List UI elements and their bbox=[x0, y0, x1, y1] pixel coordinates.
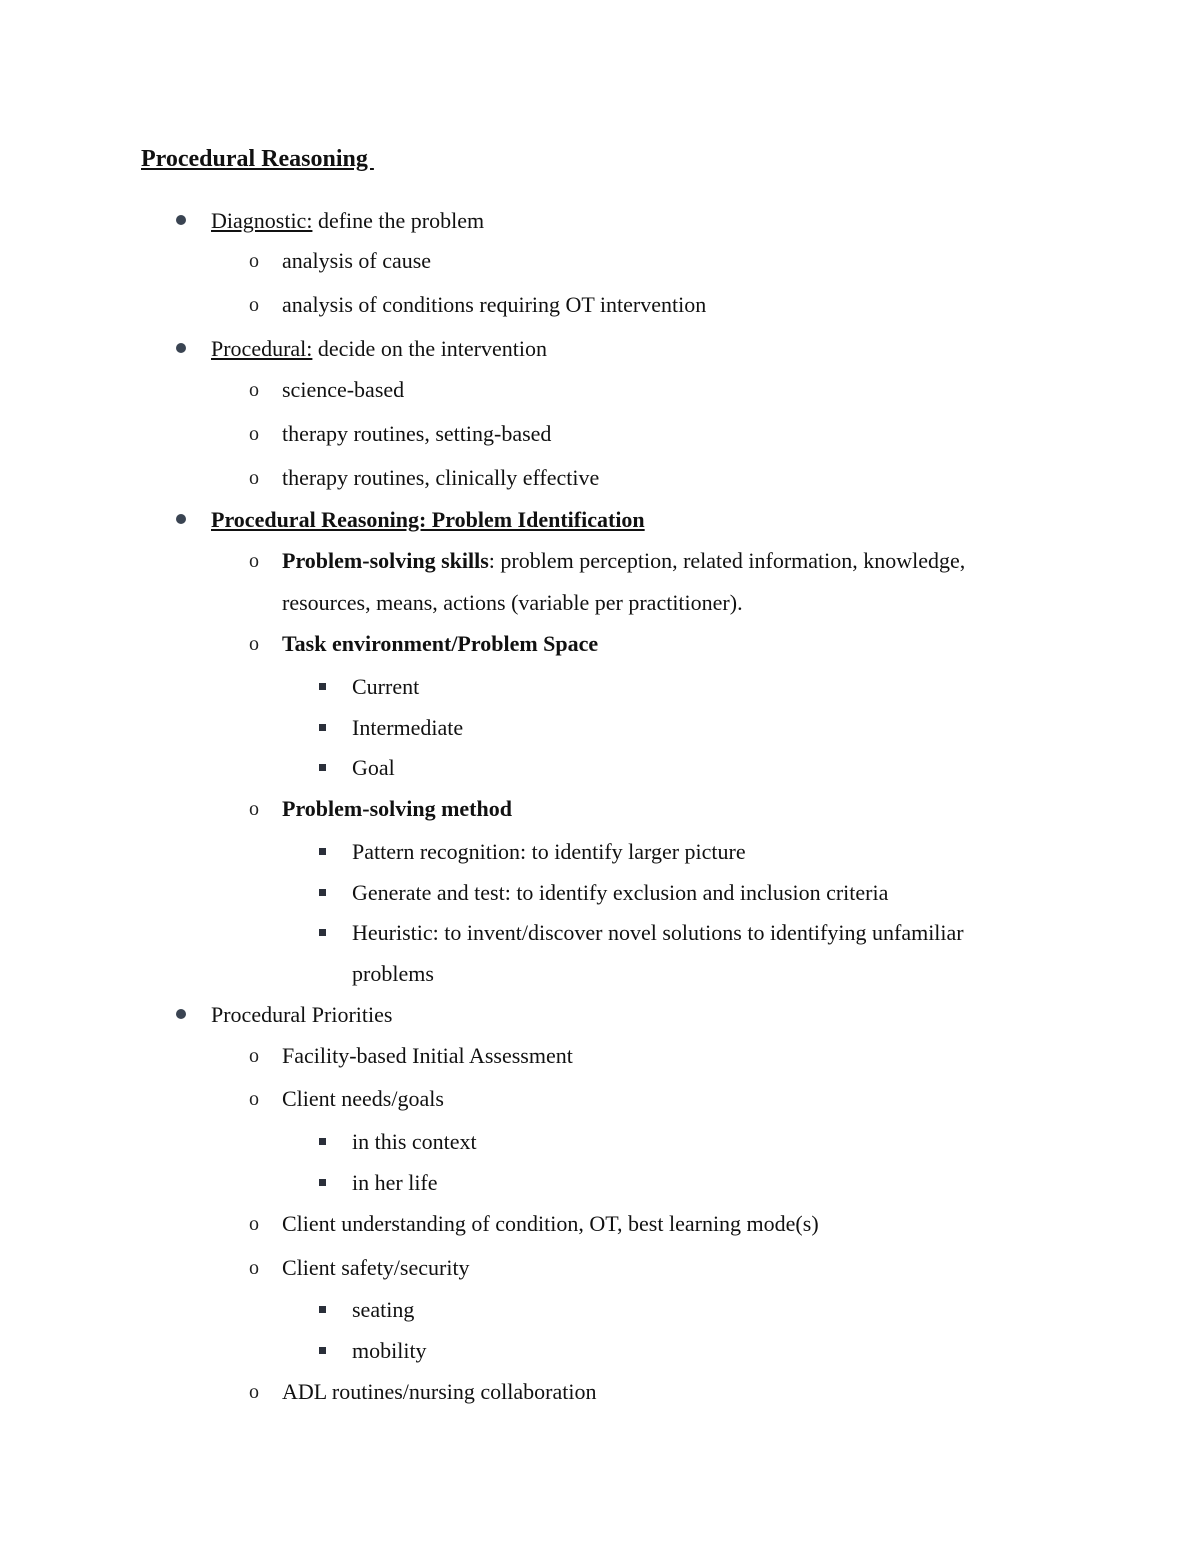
list-item-intermediate: Intermediate bbox=[352, 715, 464, 740]
circle-bullet-icon: o bbox=[249, 633, 259, 655]
diagnostic-label: Diagnostic: bbox=[211, 208, 313, 233]
list-item-analysis-cause: analysis of cause bbox=[282, 248, 432, 273]
bullet-dot-icon bbox=[176, 514, 186, 524]
square-bullet-icon bbox=[319, 1347, 326, 1354]
list-item-goal: Goal bbox=[352, 755, 395, 780]
list-item-client-safety: Client safety/security bbox=[282, 1255, 470, 1280]
square-bullet-icon bbox=[319, 764, 326, 771]
problem-solving-skills-label: Problem-solving skills bbox=[282, 548, 489, 573]
circle-bullet-icon: o bbox=[249, 467, 259, 489]
square-bullet-icon bbox=[319, 724, 326, 731]
list-item-seating: seating bbox=[352, 1297, 415, 1322]
list-item-problem-identification: Procedural Reasoning: Problem Identification bbox=[211, 507, 645, 532]
list-item-in-her-life: in her life bbox=[352, 1170, 438, 1195]
list-item-in-this-context: in this context bbox=[352, 1129, 477, 1154]
circle-bullet-icon: o bbox=[249, 423, 259, 445]
list-item-adl-routines: ADL routines/nursing collaboration bbox=[282, 1379, 597, 1404]
bullet-dot-icon bbox=[176, 215, 186, 225]
problem-solving-skills-text: : problem perception, related information, knowledge, bbox=[488, 548, 966, 573]
square-bullet-icon bbox=[319, 1179, 326, 1186]
bullet-dot-icon bbox=[176, 343, 186, 353]
list-item-problem-solving-skills-cont: resources, means, actions (variable per practitioner). bbox=[282, 590, 743, 615]
list-item-current: Current bbox=[352, 674, 420, 699]
circle-bullet-icon: o bbox=[249, 1045, 259, 1067]
diagnostic-text: define the problem bbox=[312, 208, 485, 233]
list-item-clinically-effective: therapy routines, clinically effective bbox=[282, 465, 600, 490]
list-item-client-needs: Client needs/goals bbox=[282, 1086, 444, 1111]
square-bullet-icon bbox=[319, 889, 326, 896]
list-item-heuristic: Heuristic: to invent/discover novel solutions to identifying unfamiliar bbox=[352, 920, 964, 945]
procedural-text: decide on the intervention bbox=[312, 336, 547, 361]
square-bullet-icon bbox=[319, 929, 326, 936]
list-item-science-based: science-based bbox=[282, 377, 405, 402]
square-bullet-icon bbox=[319, 1306, 326, 1313]
list-item-mobility: mobility bbox=[352, 1338, 427, 1363]
list-item-analysis-conditions: analysis of conditions requiring OT intervention bbox=[282, 292, 707, 317]
procedural-label: Procedural: bbox=[211, 336, 313, 361]
square-bullet-icon bbox=[319, 683, 326, 690]
list-item-task-environment: Task environment/Problem Space bbox=[282, 631, 599, 656]
list-item-generate-and-test: Generate and test: to identify exclusion and inclusion criteria bbox=[352, 880, 889, 905]
circle-bullet-icon: o bbox=[249, 379, 259, 401]
circle-bullet-icon: o bbox=[249, 1257, 259, 1279]
circle-bullet-icon: o bbox=[249, 1088, 259, 1110]
square-bullet-icon bbox=[319, 1138, 326, 1145]
circle-bullet-icon: o bbox=[249, 550, 259, 572]
bullet-dot-icon bbox=[176, 1009, 186, 1019]
circle-bullet-icon: o bbox=[249, 294, 259, 316]
list-item-pattern-recognition: Pattern recognition: to identify larger picture bbox=[352, 839, 746, 864]
square-bullet-icon bbox=[319, 848, 326, 855]
circle-bullet-icon: o bbox=[249, 1213, 259, 1235]
circle-bullet-icon: o bbox=[249, 1381, 259, 1403]
circle-bullet-icon: o bbox=[249, 798, 259, 820]
list-item-problem-solving-method: Problem-solving method bbox=[282, 796, 512, 821]
list-item-setting-based: therapy routines, setting-based bbox=[282, 421, 552, 446]
list-item-facility-assessment: Facility-based Initial Assessment bbox=[282, 1043, 573, 1068]
list-item-procedural bbox=[211, 336, 547, 362]
list-item-procedural-priorities: Procedural Priorities bbox=[211, 1002, 393, 1027]
page-title: Procedural Reasoning bbox=[141, 146, 374, 172]
list-item-problem-solving-skills bbox=[282, 548, 965, 574]
list-item-diagnostic bbox=[211, 208, 484, 234]
circle-bullet-icon: o bbox=[249, 250, 259, 272]
list-item-heuristic-cont: problems bbox=[352, 961, 434, 986]
list-item-client-understanding: Client understanding of condition, OT, best learning mode(s) bbox=[282, 1211, 819, 1236]
